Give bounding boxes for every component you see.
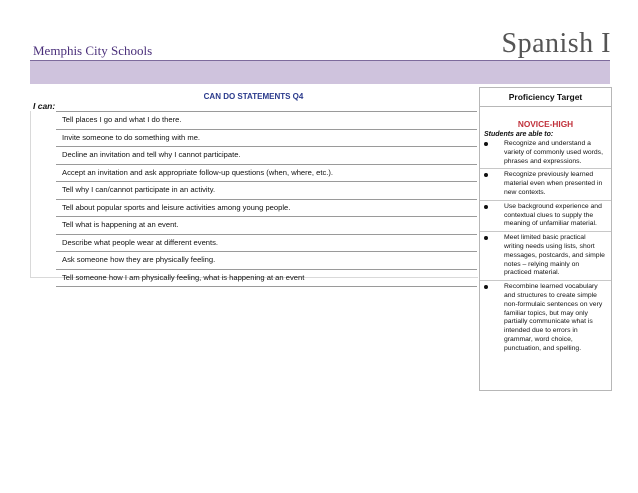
can-do-item: Invite someone to do something with me. [56,130,477,148]
can-do-list [56,111,477,287]
bullet-icon [484,236,488,240]
can-do-item: Describe what people wear at different events. [56,235,477,253]
bullet-icon [484,142,488,146]
proficiency-item [480,283,611,355]
proficiency-level: NOVICE-HIGH [517,119,574,129]
proficiency-item-text: Recognize and understand a variety of commonly used words, phrases and expressions. [504,140,603,165]
proficiency-item [480,234,611,281]
can-do-item: Tell what is happening at an event. [56,217,477,235]
bullet-icon [484,173,488,177]
can-do-item: Decline an invitation and tell why I cannot participate. [56,147,477,165]
proficiency-item [480,140,611,169]
proficiency-item [480,171,611,200]
proficiency-divider [480,106,611,107]
course-title: Spanish I [501,28,611,59]
proficiency-item [480,203,611,232]
proficiency-item-text: Meet limited basic practical writing needs using lists, short messages, postcards, and simple notes – relying mainly on practiced material. [504,234,605,277]
school-name: Memphis City Schools [33,43,153,58]
proficiency-list [480,140,611,356]
proficiency-item-text: Recombine learned vocabulary and structures to create simple non-formulaic sentences on very familiar topics, but may only partially communicate what is intended due to errors in grammar, word choice, punctuation, and spelling. [504,283,603,352]
can-do-title: CAN DO STATEMENTS Q4 [203,92,304,101]
can-do-item: Accept an invitation and ask appropriate follow-up questions (when, where, etc.). [56,165,477,183]
proficiency-item-text: Use background experience and contextual clues to supply the meaning of unfamiliar material. [504,202,602,228]
bullet-icon [484,205,488,209]
can-do-item: Tell someone how I am physically feeling, what is happening at an event [56,270,477,288]
proficiency-title: Proficiency Target [508,92,583,102]
proficiency-panel [479,87,612,391]
i-can-label: I can: [33,101,56,111]
bullet-icon [484,285,488,289]
can-do-item: Tell about popular sports and leisure activities among young people. [56,200,477,218]
header-band [30,61,610,84]
can-do-item: Ask someone how they are physically feeling. [56,252,477,270]
can-do-item: Tell why I can/cannot participate in an activity. [56,182,477,200]
can-do-item: Tell places I go and what I do there. [56,111,477,130]
proficiency-item-text: Recognize previously learned material even when presented in new contexts. [504,171,603,196]
students-able-label: Students are able to: [484,131,554,138]
